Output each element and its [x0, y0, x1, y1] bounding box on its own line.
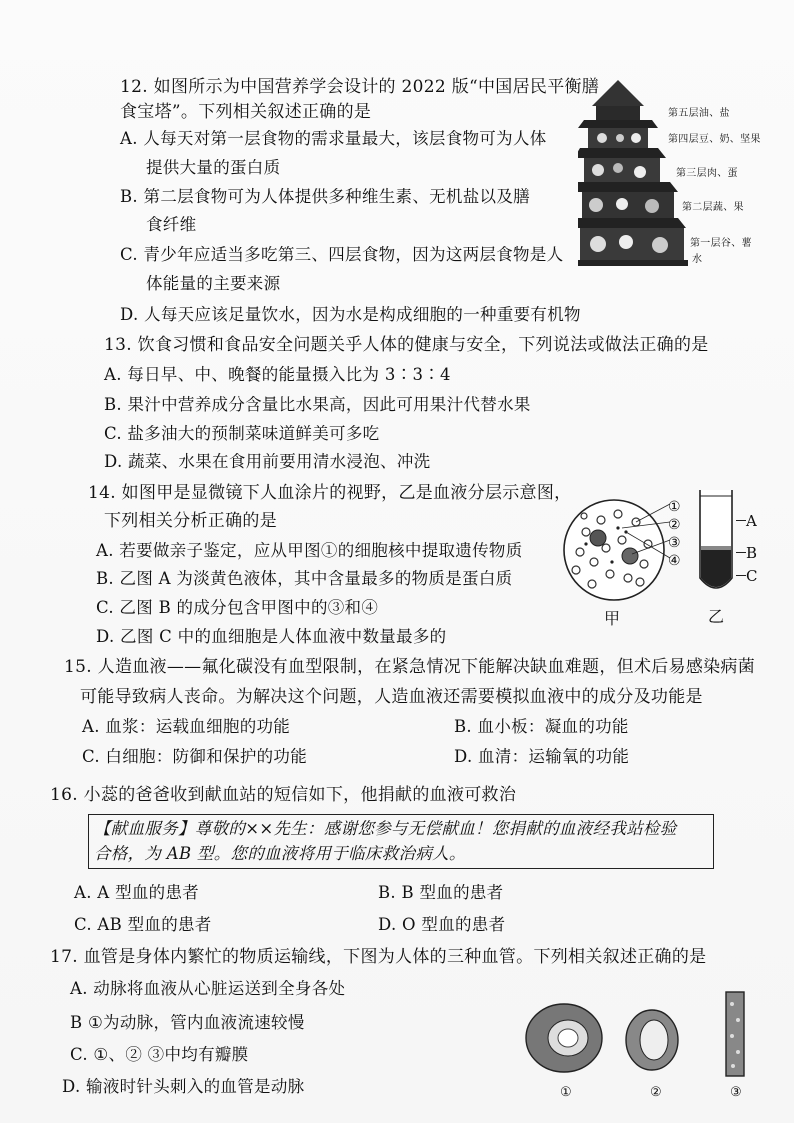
q17-stem: 17. 血管是身体内繁忙的物质运输线，下图为人体的三种血管。下列相关叙述正确的是	[50, 947, 707, 967]
q12-option-a: A. 人每天对第一层食物的需求量最大，该层食物可为人体	[120, 129, 547, 148]
vessel-label-1: ①	[560, 1085, 572, 1100]
q15-option-c: C. 白细胞：防御和保护的功能	[82, 747, 308, 766]
q17-option-b: B ①为动脉，管内血液流速较慢	[70, 1013, 305, 1032]
q15-stem-line2: 可能导致病人丧命。为解决这个问题，人造血液还需要模拟血液中的成分及功能是	[80, 687, 703, 707]
q16-option-b: B. B 型血的患者	[378, 883, 504, 902]
figure-yi-label: 乙	[708, 607, 725, 626]
smear-label-2: ②	[668, 517, 681, 533]
tube-pointer-c	[736, 575, 746, 576]
q17-option-d: D. 输液时针头刺入的血管是动脉	[62, 1077, 305, 1096]
q15-option-a: A. 血浆：运载血细胞的功能	[82, 717, 291, 736]
sms-text-line2: 合格，为 AB 型。您的血液将用于临床救治病人。	[94, 844, 466, 863]
pagoda-layer2-label: 第二层蔬、果	[682, 202, 744, 213]
tube-label-b: B	[746, 544, 758, 562]
q15-option-b: B. 血小板：凝血的功能	[454, 717, 629, 736]
pagoda-layer1-label: 第一层谷、薯	[690, 238, 752, 249]
blood-vessels-figure	[520, 990, 760, 1086]
q12-stem-line1: 12. 如图所示为中国营养学会设计的 2022 版“中国居民平衡膳	[120, 77, 600, 97]
q12-option-b: B. 第二层食物可为人体提供多种维生素、无机盐以及膳	[120, 187, 530, 206]
pagoda-layer5-label: 第五层油、盐	[668, 108, 730, 119]
vessel-label-2: ②	[650, 1085, 662, 1100]
pagoda-layer4-label: 第四层豆、奶、坚果	[668, 134, 761, 145]
smear-label-1: ①	[668, 499, 681, 515]
q13-option-b: B. 果汁中营养成分含量比水果高，因此可用果汁代替水果	[104, 395, 531, 414]
q16-option-c: C. AB 型血的患者	[74, 915, 212, 934]
q17-option-c: C. ①、② ③中均有瓣膜	[70, 1045, 249, 1064]
blood-smear-figure	[556, 492, 676, 602]
vessel-label-3: ③	[730, 1085, 742, 1100]
figure-jia-label: 甲	[604, 609, 621, 628]
q17-option-a: A. 动脉将血液从心脏运送到全身各处	[70, 979, 346, 998]
smear-label-4: ④	[668, 553, 681, 569]
q13-option-d: D. 蔬菜、水果在食用前要用清水浸泡、冲洗	[104, 452, 431, 471]
q16-stem: 16. 小蕊的爸爸收到献血站的短信如下，他捐献的血液可救治	[50, 785, 517, 805]
q14-option-c: C. 乙图 B 的成分包含甲图中的③和④	[96, 598, 379, 617]
q13-option-a: A. 每日早、中、晚餐的能量摄入比为 3∶3∶4	[104, 365, 451, 384]
blood-layers-tube-figure	[696, 488, 736, 600]
q12-option-b-cont: 食纤维	[146, 215, 197, 234]
tube-pointer-b	[736, 552, 746, 553]
q16-option-d: D. O 型血的患者	[378, 915, 506, 934]
q12-option-c: C. 青少年应适当多吃第三、四层食物，因为这两层食物是人	[120, 245, 564, 264]
q14-option-d: D. 乙图 C 中的血细胞是人体血液中数量最多的	[96, 627, 447, 646]
q12-option-d: D. 人每天应该足量饮水，因为水是构成细胞的一种重要有机物	[120, 305, 581, 324]
q14-option-a: A. 若要做亲子鉴定，应从甲图①的细胞核中提取遗传物质	[96, 541, 523, 560]
q14-option-b: B. 乙图 A 为淡黄色液体，其中含量最多的物质是蛋白质	[96, 569, 513, 588]
sms-text-line1: 【献血服务】尊敬的××先生：感谢您参与无偿献血！您捐献的血液经我站检验	[94, 819, 677, 838]
q14-stem-line2: 下列相关分析正确的是	[104, 511, 277, 531]
q12-option-a-cont: 提供大量的蛋白质	[146, 158, 281, 177]
q15-option-d: D. 血清：运输氧的功能	[454, 747, 630, 766]
pagoda-layer3-label: 第三层肉、蛋	[676, 168, 738, 179]
q12-stem-line2: 食宝塔”。下列相关叙述正确的是	[120, 102, 372, 122]
tube-label-c: C	[746, 567, 758, 585]
tube-label-a: A	[746, 512, 758, 530]
tube-pointer-a	[736, 520, 746, 521]
pagoda-water-label: 水	[692, 254, 703, 265]
q13-option-c: C. 盐多油大的预制菜味道鲜美可多吃	[104, 424, 380, 443]
q15-stem-line1: 15. 人造血液——氟化碳没有血型限制，在紧急情况下能解决缺血难题，但术后易感染病菌	[64, 657, 756, 677]
q12-option-c-cont: 体能量的主要来源	[146, 274, 281, 293]
q16-option-a: A. A 型血的患者	[74, 883, 200, 902]
smear-label-3: ③	[668, 535, 681, 551]
q14-stem-line1: 14. 如图甲是显微镜下人血涂片的视野，乙是血液分层示意图，	[88, 483, 572, 503]
q13-stem: 13. 饮食习惯和食品安全问题关乎人体的健康与安全，下列说法或做法正确的是	[104, 335, 709, 355]
